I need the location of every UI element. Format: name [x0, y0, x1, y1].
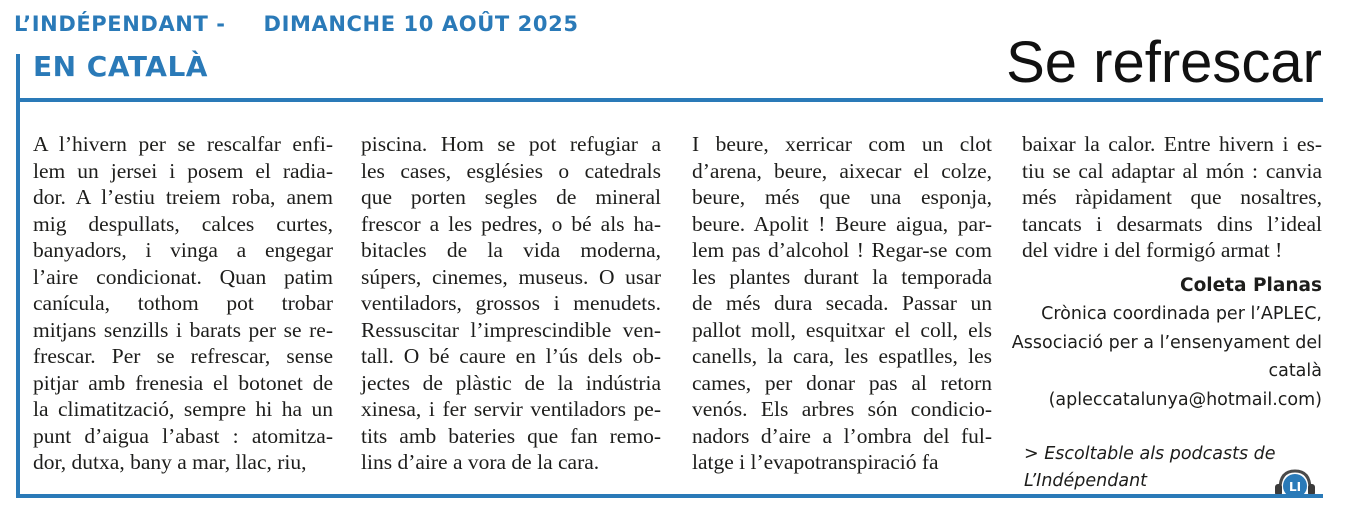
- article-line: mitjans senzills i barats per se re-: [33, 317, 333, 342]
- article-line: tits amb bateries que fan remo-: [361, 423, 661, 448]
- article-line: baixar la calor. Entre hivern i es-: [1022, 132, 1322, 156]
- credit-line: Crònica coordinada per l’APLEC,: [1041, 304, 1322, 324]
- article-line: les cases, esglésies o catedrals: [361, 158, 661, 183]
- article-line: jectes de plàstic de la indústria: [361, 370, 661, 395]
- article-line: tiu se cal adaptar al món : canvia: [1022, 158, 1322, 183]
- podcast-note[interactable]: [1024, 441, 1276, 495]
- article-line: d’arena, beure, aixecar el colze,: [692, 158, 992, 183]
- article-line: nadors d’aire a l’ombra del ful-: [692, 423, 992, 448]
- bottom-rule: [16, 494, 1323, 498]
- podcast-line: L’Indépendant: [1024, 471, 1148, 491]
- article-line: punt d’aigua l’abast : atomitza-: [33, 423, 333, 448]
- top-rule: [16, 98, 1323, 102]
- section-bar: [16, 54, 20, 498]
- article-line: mig despullats, calces curtes,: [33, 211, 333, 236]
- article-line: cames, per donar pas al retorn: [692, 370, 992, 395]
- section-label: EN CATALÀ: [33, 50, 208, 83]
- article-line: canells, la cara, les espatlles, les: [692, 344, 992, 368]
- article-line: frescor a les pedres, o bé als ha-: [361, 211, 661, 236]
- article-line: l’aire condicionat. Quan patim: [33, 264, 333, 289]
- article-line: beure. Apolit ! Beure aigua, par-: [692, 211, 992, 236]
- article-line: lem pas d’alcohol ! Regar-se com: [692, 238, 992, 262]
- paper-name: L’INDÉPENDANT -: [14, 12, 226, 36]
- article-line: xinesa, i fer servir ventiladors pe-: [361, 397, 661, 421]
- author-credit: [1012, 300, 1322, 414]
- article-line: pallot moll, esquitxar el coll, els: [692, 317, 992, 342]
- article-line: frescar. Per se refrescar, sense: [33, 344, 333, 368]
- article-line: canícula, tothom pot trobar: [33, 291, 333, 315]
- article-line: més ràpidament que nosaltres,: [1022, 185, 1322, 209]
- article-line: lins d’aire a vora de la cara.: [361, 450, 600, 474]
- article-line: beure, més que una esponja,: [692, 185, 992, 209]
- article-line: del vidre i del formigó armat !: [1022, 238, 1283, 262]
- article-line: dor. A l’estiu treiem roba, anem: [33, 185, 333, 209]
- credit-line: Associació per a l’ensenyament del: [1011, 332, 1322, 353]
- author-name: Coleta Planas: [1180, 275, 1322, 296]
- article-line: I beure, xerricar com un clot: [692, 132, 992, 156]
- article-line: súpers, cinemes, museus. O usar: [361, 264, 661, 289]
- article-line: pitjar amb frenesia el botonet de: [33, 370, 333, 395]
- article-line: venós. Els arbres són condicio-: [692, 397, 992, 421]
- article-line: dor, dutxa, bany a mar, llac, riu,: [33, 450, 307, 474]
- article-line: que porten segles de mineral: [361, 185, 661, 209]
- article-headline: Se refrescar: [1006, 30, 1322, 95]
- podcast-line: > Escoltable als podcasts de: [1024, 444, 1276, 464]
- article-line: de més dura secada. Passar un: [692, 291, 992, 315]
- article-line: les plantes durant la temporada: [692, 264, 992, 289]
- contact-email[interactable]: (apleccatalunya@hotmail.com): [1048, 389, 1322, 410]
- article-line: tancats i desarmats dins l’ideal: [1022, 211, 1322, 236]
- article-line: ventiladors, grossos i menudets.: [361, 291, 661, 315]
- article-line: latge i l’evapotranspiració fa: [692, 450, 939, 474]
- article-line: bitacles de la vida moderna,: [361, 238, 661, 262]
- article-line: lem un jersei i posem el radia-: [33, 158, 333, 183]
- article-line: piscina. Hom se pot refugiar a: [361, 132, 661, 156]
- article-column-1: [33, 131, 333, 476]
- article-column-3: [692, 131, 992, 476]
- article-line: Ressuscitar l’imprescindible ven-: [361, 317, 661, 342]
- article-line: tall. O bé caure en l’ús dels ob-: [361, 344, 661, 368]
- article-line: banyadors, i vinga a engegar: [33, 238, 333, 262]
- podcast-logo-text: LI: [1288, 480, 1302, 494]
- issue-date: DIMANCHE 10 AOÛT 2025: [263, 12, 579, 36]
- article-column-2: [361, 131, 661, 476]
- article-line: la climatització, sempre hi ha un: [33, 397, 333, 421]
- masthead: [14, 12, 579, 36]
- article-line: A l’hivern per se rescalfar enfi-: [33, 132, 333, 156]
- credit-line: català: [1268, 361, 1322, 381]
- article-column-4: [1022, 131, 1322, 264]
